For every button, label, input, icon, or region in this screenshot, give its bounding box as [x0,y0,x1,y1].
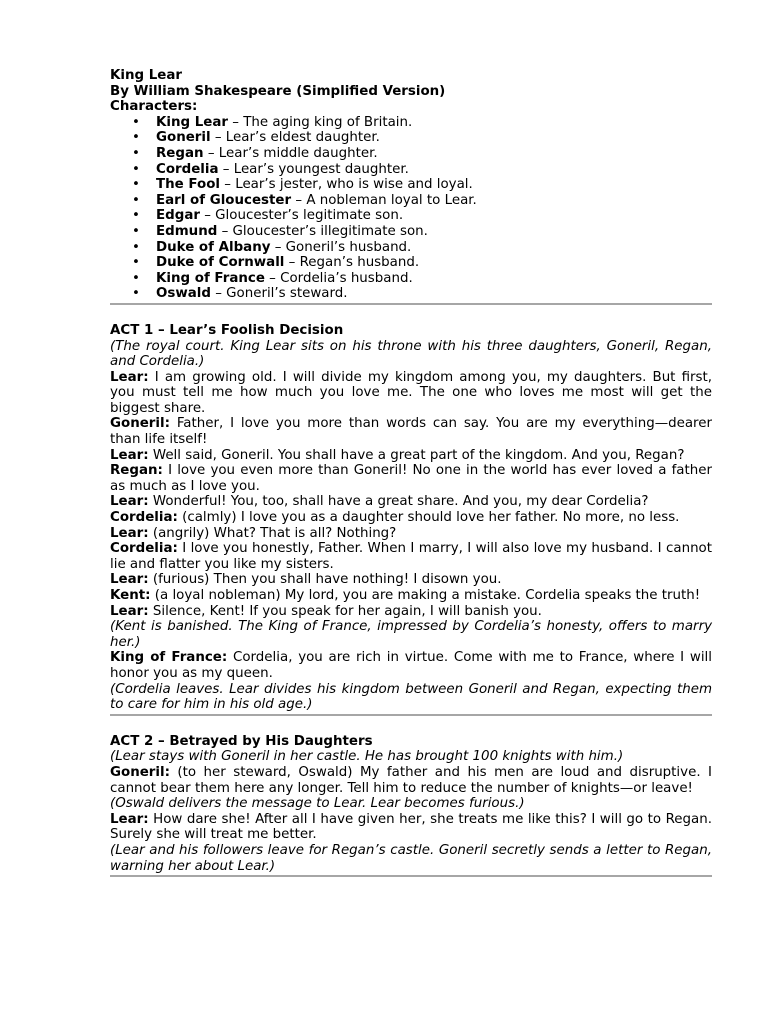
character-name: Edgar [156,208,200,224]
speaker-name: Regan: [110,463,163,479]
character-description: – Goneril’s steward. [210,286,348,302]
document-title: King Lear [110,68,183,83]
dialogue-text: Silence, Kent! If you speak for her again, I will banish you. [148,603,542,619]
dialogue-text: (furious) Then you shall have nothing! I disown you. [148,572,502,588]
character-description: – Regan’s husband. [284,255,420,271]
bullet-icon: • [132,208,140,224]
character-item [110,115,712,131]
bullet-icon: • [132,161,140,177]
dialogue-text: I am growing old. I will divide my kingdom among you, my daughters. But first, you must tell me how much you love me. The one who loves me most will get the biggest share. [110,369,712,416]
character-item [110,240,712,256]
dialogue-line [110,604,712,620]
document-author: By William Shakespeare (Simplified Version) [110,83,446,99]
speaker-name: Goneril: [110,764,170,780]
character-name: Duke of Cornwall [156,255,285,271]
section-divider [110,875,712,877]
act-heading: ACT 2 – Betrayed by His Daughters [110,733,373,749]
character-item [110,286,712,302]
stage-direction: (Cordelia leaves. Lear divides his kingdom between Goneril and Regan, expecting them to care for him in his old age.) [110,681,712,713]
character-description: – Gloucester’s illegitimate son. [217,223,428,239]
document-page [110,68,712,877]
character-description: – Lear’s youngest daughter. [218,161,409,177]
speaker-name: Lear: [110,572,149,588]
dialogue-text: (to her steward, Oswald) My father and his men are loud and disruptive. I cannot bear them here any longer. Tell him to reduce the number of knights—or leave! [110,764,712,796]
dialogue-line [110,494,712,510]
dialogue-text: (a loyal nobleman) My lord, you are making a mistake. Cordelia speaks the truth! [150,588,701,603]
character-name: Goneril [156,130,211,146]
dialogue-text: (calmly) I love you as a daughter should love her father. No more, no less. [177,510,680,526]
character-list [110,115,712,302]
bullet-icon: • [132,192,140,208]
characters-label: Characters: [110,99,198,115]
character-item [110,162,712,178]
bullet-icon: • [132,270,140,286]
act-heading: ACT 1 – Lear’s Foolish Decision [110,322,344,338]
bullet-icon: • [132,255,140,271]
character-item [110,255,712,271]
character-name: Cordelia [156,161,219,177]
dialogue-text: I love you even more than Goneril! No one in the world has ever loved a father as much as I love you. [110,463,712,494]
character-item [110,177,712,193]
bullet-icon: • [132,177,140,193]
character-name: King of France [156,270,265,286]
dialogue-text: I love you honestly, Father. When I marry, I will also love my husband. I cannot lie and flatter you like my sisters. [110,541,712,572]
character-description: – Lear’s eldest daughter. [210,130,380,146]
dialogue-text: How dare she! After all I have given her, she treats me like this? I will go to Regan. Surely she will treat me better. [110,811,712,843]
dialogue-text: Well said, Goneril. You shall have a great part of the kingdom. And you, Regan? [148,447,685,463]
character-name: Edmund [156,223,218,239]
character-description: – Lear’s jester, who is wise and loyal. [220,177,473,193]
stage-direction: (The royal court. King Lear sits on his throne with his three daughters, Goneril, Regan, and Cordelia.) [110,338,712,370]
speaker-name: King of France: [110,650,228,666]
speaker-name: Kent: [110,588,151,603]
bullet-icon: • [132,145,140,161]
character-description: – Goneril’s husband. [270,239,412,255]
dialogue-line [110,541,712,572]
character-name: Earl of Gloucester [156,192,292,208]
character-item [110,224,712,240]
dialogue-line [110,588,712,604]
bullet-icon: • [132,114,140,130]
character-description: – Cordelia’s husband. [264,270,413,286]
dialogue-line [110,416,712,447]
speaker-name: Lear: [110,494,149,510]
character-item [110,208,712,224]
dialogue-line [110,765,712,796]
section-divider [110,303,712,305]
character-name: Oswald [156,286,211,302]
dialogue-line [110,463,712,494]
dialogue-line [110,526,712,542]
dialogue-text: (angrily) What? That is all? Nothing? [148,525,397,541]
stage-direction: (Kent is banished. The King of France, impressed by Cordelia’s honesty, offers to marry her.) [110,619,712,650]
acts-container [110,323,712,877]
act-section [110,323,712,716]
bullet-icon: • [132,223,140,239]
character-description: – The aging king of Britain. [228,114,413,130]
dialogue-line [110,572,712,588]
character-name: The Fool [156,177,221,193]
character-item [110,146,712,162]
stage-direction: (Lear stays with Goneril in her castle. He has brought 100 knights with him.) [110,749,624,765]
stage-direction: (Lear and his followers leave for Regan’s castle. Goneril secretly sends a letter to Regan, warning her about Lear.) [110,842,712,874]
bullet-icon: • [132,130,140,146]
section-divider [110,714,712,716]
character-name: King Lear [156,114,229,130]
character-name: Duke of Albany [156,239,271,255]
speaker-name: Lear: [110,369,149,385]
dialogue-line [110,370,712,417]
stage-direction: (Oswald delivers the message to Lear. Lear becomes furious.) [110,796,525,812]
character-item [110,130,712,146]
character-description: – Lear’s middle daughter. [203,145,378,161]
character-item [110,271,712,287]
character-name: Regan [156,145,204,161]
speaker-name: Lear: [110,603,149,619]
dialogue-line [110,448,712,464]
speaker-name: Lear: [110,525,149,541]
act-section [110,734,712,877]
speaker-name: Lear: [110,447,149,463]
speaker-name: Goneril: [110,416,170,432]
character-description: – Gloucester’s legitimate son. [199,208,404,224]
character-description: – A nobleman loyal to Lear. [291,192,477,208]
dialogue-line [110,510,712,526]
speaker-name: Cordelia: [110,510,178,526]
speaker-name: Cordelia: [110,541,178,557]
speaker-name: Lear: [110,811,149,827]
dialogue-line [110,812,712,843]
bullet-icon: • [132,239,140,255]
dialogue-text: Cordelia, you are rich in virtue. Come with me to France, where I will honor you as my queen. [110,650,712,681]
character-item [110,193,712,209]
dialogue-text: Wonderful! You, too, shall have a great share. And you, my dear Cordelia? [148,494,649,510]
dialogue-text: Father, I love you more than words can say. You are my everything—dearer than life itself! [110,416,712,448]
dialogue-line [110,650,712,681]
bullet-icon: • [132,286,140,302]
